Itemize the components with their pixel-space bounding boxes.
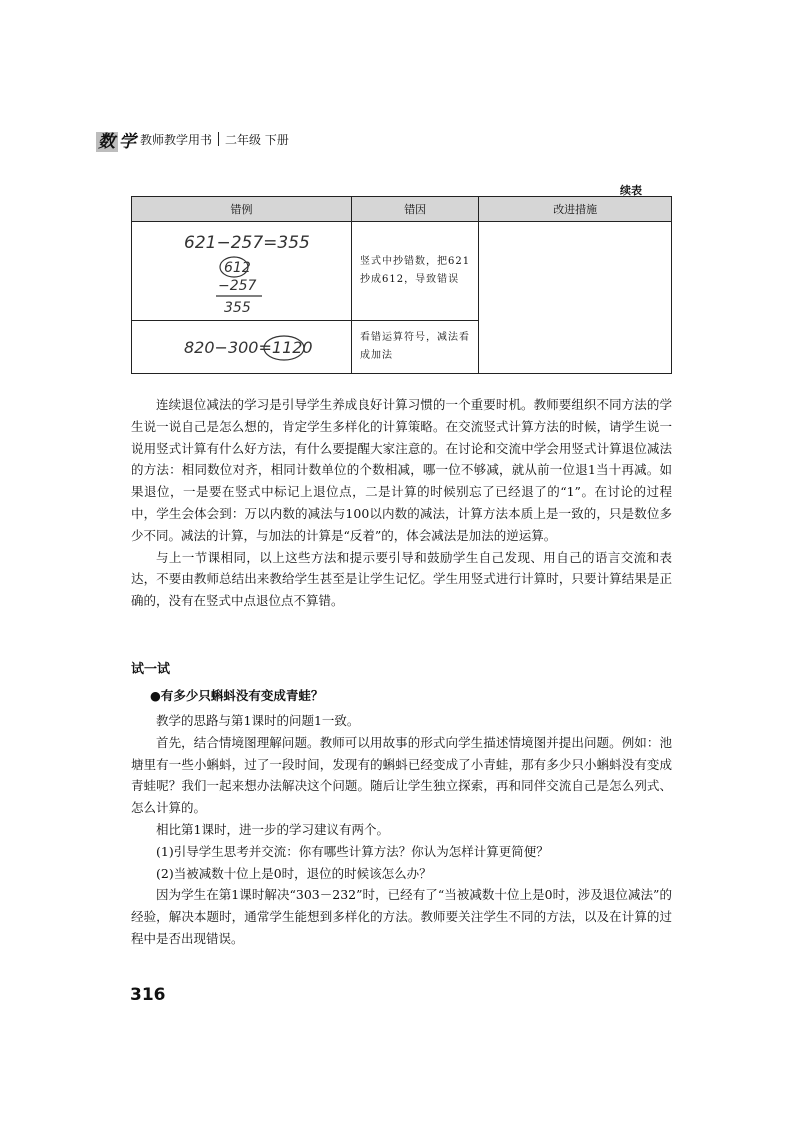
- handwritten-equation: [132, 321, 351, 373]
- paragraph: 首先，结合情境图理解问题。教师可以用故事的形式向学生描述情境图并提出问题。例如：池塘里有一些小蝌蚪，过了一段时间，发现有的蝌蚪已经变成了小青蛙，那有多少只小蝌蚪没有变成青蛙呢？我们一起来想办法解决这个问题。随后让学生独立探索，再和同伴交流自己是怎么列式、怎么计算的。: [131, 734, 672, 816]
- header-cell-improvement: 改进措施: [479, 197, 672, 222]
- grade-label: 二年级 下册: [225, 132, 289, 147]
- page-number: 316: [130, 985, 166, 1005]
- hw-result: 355: [224, 300, 251, 316]
- paragraph: (2)当被减数十位上是0时，退位的时候该怎么办？: [156, 865, 432, 881]
- paragraph: (1)引导学生思考并交流：你有哪些计算方法？你认为怎样计算更简便？: [156, 843, 549, 859]
- section-title: 试一试: [131, 662, 171, 677]
- example-cell: [132, 321, 352, 374]
- header-divider: [218, 132, 219, 146]
- paragraph: 连续退位减法的学习是引导学生养成良好计算习惯的一个重要时机。教师要组织不同方法的学生说一说自己是怎么想的，肯定学生多样化的计算策略。在交流竖式计算方法的时候，请学生说一说用竖式计算有什么好方法，有什么要提醒大家注意的。在讨论和交流中学会用竖式计算退位减法的方法：相同数位对齐，相同计数单位的个数相减，哪一位不够减，就从前一位退1当十再减。如果退位，一是要在竖式中标记上退位点，二是计算的时候别忘了已经退了的“1”。在讨论的过程中，学生会体会到：万以内数的减法与100以内数的减法，计算方法本质上是一致的，只是数位多少不同。减法的计算，与加法的计算是“反着”的，体会减法是加法的逆运算。: [131, 397, 672, 543]
- discussion-text: [131, 394, 672, 612]
- table-row: [132, 222, 672, 321]
- example-cell: [132, 222, 352, 321]
- cause-cell: 竖式中抄错数，把621抄成612，导致错误: [352, 222, 479, 321]
- header-cell-cause: 错因: [352, 197, 479, 222]
- bullet-question-title: ●有多少只蝌蚪没有变成青蛙？: [150, 688, 324, 703]
- table-header-row: [132, 197, 672, 222]
- paragraph: 相比第1课时，进一步的学习建议有两个。: [156, 821, 389, 837]
- error-analysis-table: [131, 196, 672, 374]
- hw-wrong-number: 612: [224, 260, 251, 276]
- cause-cell: 看错运算符号，减法看成加法: [352, 321, 479, 374]
- handwritten-vertical-subtraction: [132, 222, 351, 320]
- running-header: [96, 128, 289, 150]
- brand-logo: 数 学: [98, 131, 137, 152]
- hw-equation: 820−300=1120: [184, 338, 313, 357]
- table-continued-label: 续表: [620, 184, 642, 197]
- section-text: [131, 710, 672, 950]
- paragraph: 因为学生在第1课时解决“303－232”时，已经有了“当被减数十位上是0时，涉及退位减法”的经验，解决本题时，通常学生能想到多样化的方法。教师要关注学生不同的方法，以及在计算的过程中是否出现错误。: [131, 887, 672, 946]
- book-title: 教师教学用书: [140, 132, 213, 147]
- paragraph: 与上一节课相同，以上这些方法和提示要引导和鼓励学生自己发现、用自己的语言交流和表达，不要由教师总结出来教给学生甚至是让学生记忆。学生用竖式进行计算时，只要计算结果是正确的，没有在竖式中点退位点不算错。: [131, 549, 672, 609]
- hw-subtrahend: −257: [218, 278, 257, 294]
- hw-equation: 621−257=355: [184, 233, 310, 253]
- improvement-cell: [479, 222, 672, 374]
- paragraph: 教学的思路与第1课时的问题1一致。: [156, 713, 360, 728]
- header-cell-example: 错例: [132, 197, 352, 222]
